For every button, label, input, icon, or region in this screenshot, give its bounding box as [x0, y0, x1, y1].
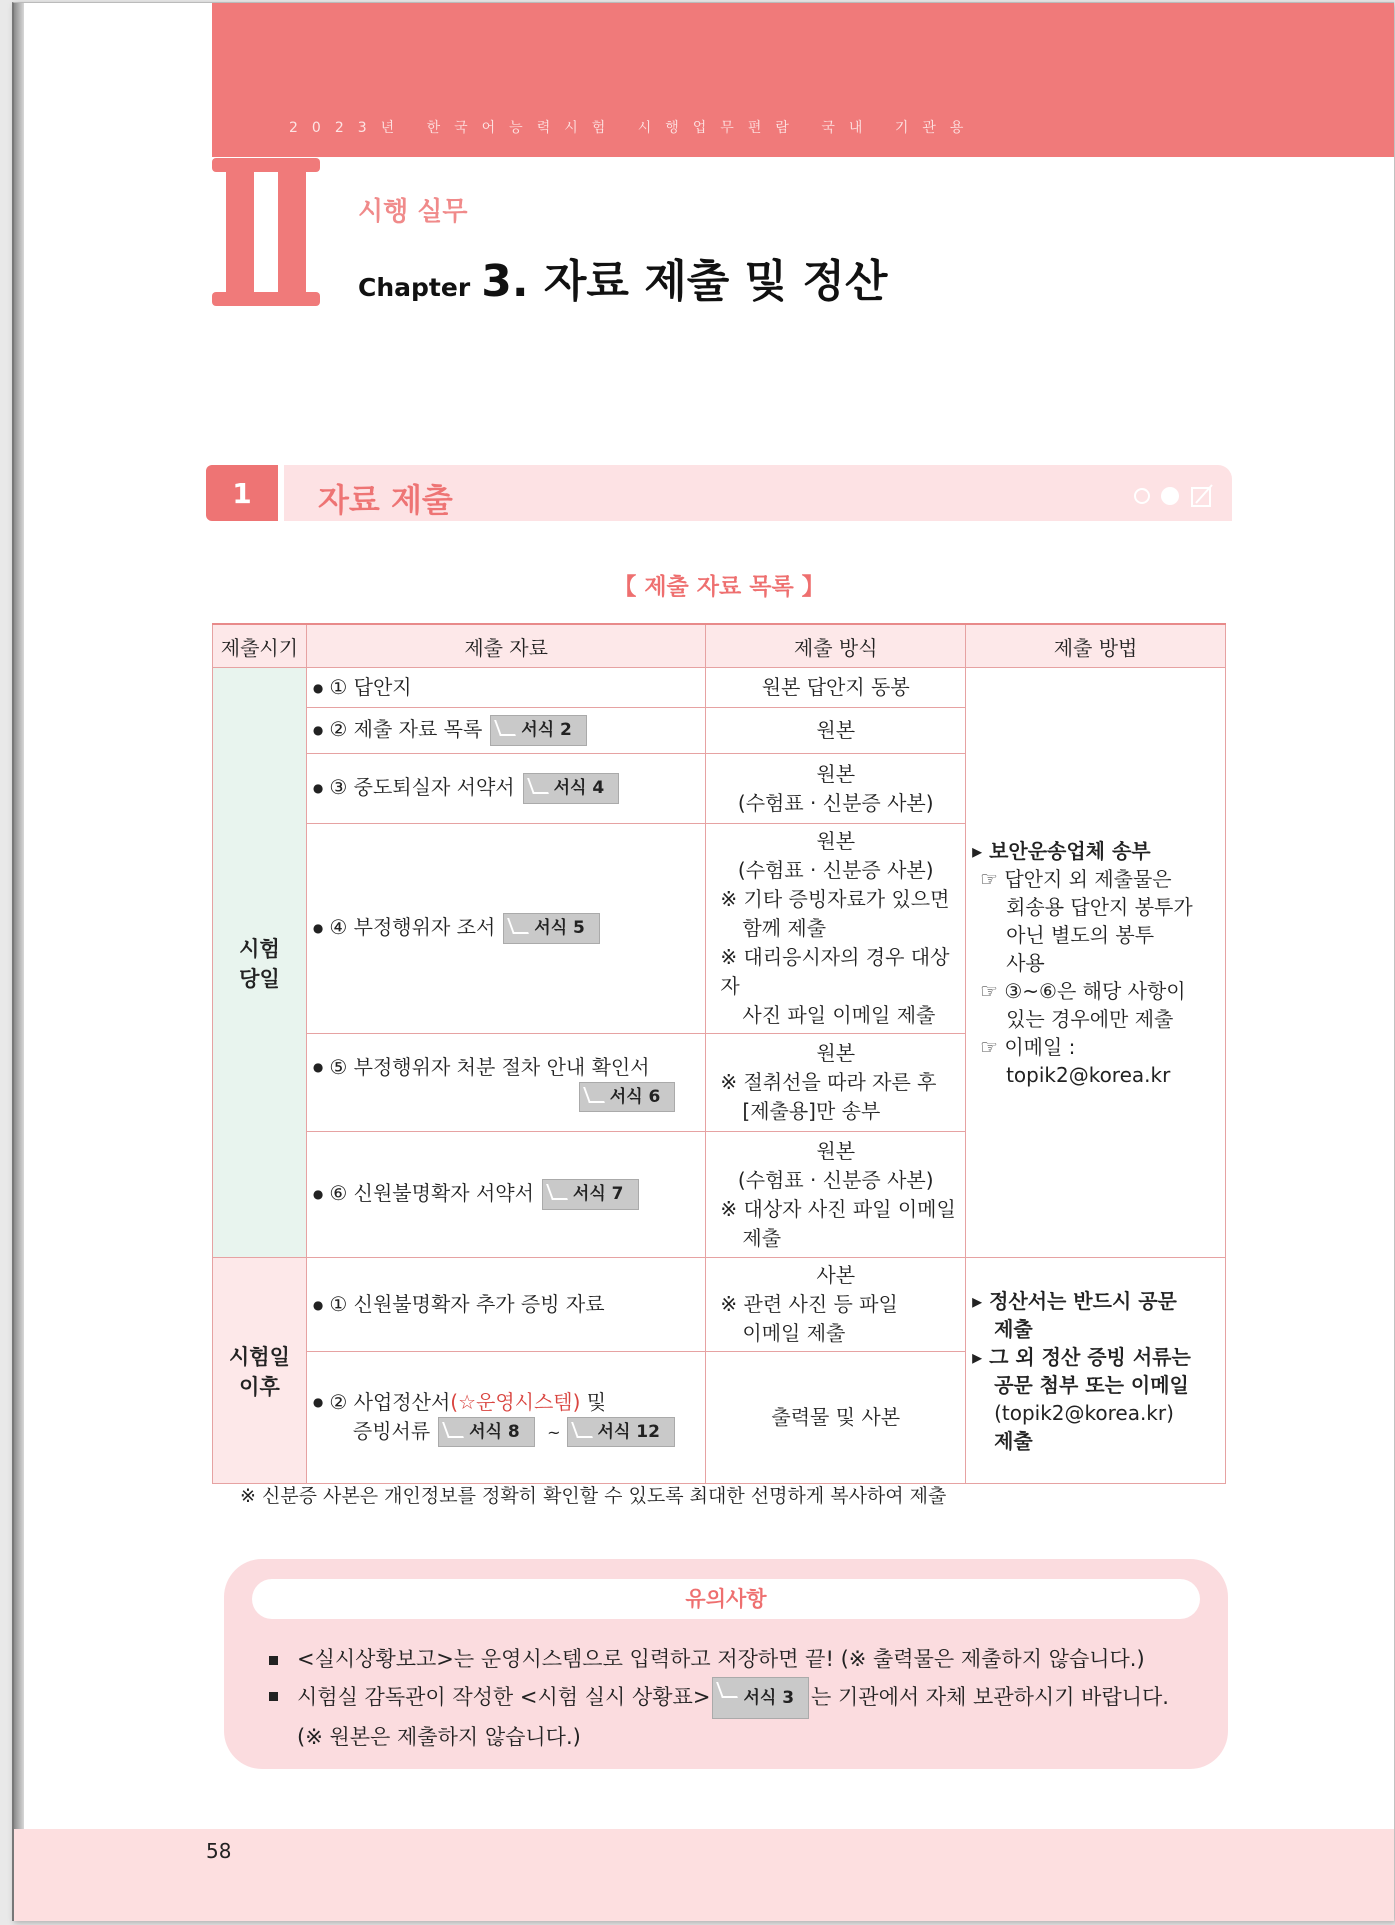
method-note: [제출용]만 송부 — [742, 1099, 881, 1123]
method-note: ※ 대상자 사진 파일 이메일 — [720, 1196, 956, 1221]
method-line: 원본 — [816, 1138, 856, 1163]
system-highlight: (☆운영시스템) — [450, 1389, 581, 1414]
item-cell — [306, 668, 706, 708]
table-header-row — [213, 624, 1226, 668]
way-title: ▸ 보안운송업체 송부 — [972, 838, 1151, 863]
method-cell — [706, 1034, 966, 1132]
method-note: ※ 기타 증빙자료가 있으면 — [720, 887, 950, 911]
form-tag: 서식 8 — [438, 1417, 535, 1448]
method-line: (수험표 · 신분증 사본) — [737, 790, 934, 815]
header-method: 제출 방법 — [966, 624, 1226, 668]
table-row — [213, 668, 1226, 708]
method-note: 사진 파일 이메일 제출 — [742, 1003, 936, 1027]
time-day-label: 시험 당일 — [239, 936, 280, 991]
time-after-label: 시험일 이후 — [229, 1344, 290, 1399]
method-note: 제출 — [742, 1225, 782, 1250]
form-tag: 서식 5 — [503, 913, 600, 944]
bullet-icon: ● — [312, 1186, 324, 1201]
running-head: 2023년 한국어능력시험 시행업무편람 국내 기관용 — [289, 120, 978, 136]
header-time: 제출시기 — [213, 624, 307, 668]
item-cell — [306, 1258, 706, 1352]
method-line: 원본 — [816, 829, 856, 853]
notice-item — [269, 1641, 1169, 1677]
item-text: ② 사업정산서 — [329, 1389, 451, 1414]
section-bar — [284, 465, 1232, 521]
method-cell: 원본 — [706, 708, 966, 754]
way-line: ▸ 그 외 정산 증빙 서류는 — [972, 1344, 1191, 1369]
item-text: ③ 중도퇴실자 서약서 — [329, 775, 515, 800]
chapter-heading — [358, 245, 887, 309]
notice-text: 는 기관에서 자체 보관하시기 바랍니다. — [811, 1685, 1169, 1709]
form-tag: 서식 7 — [542, 1179, 639, 1210]
item-cell — [306, 1034, 706, 1132]
email-text: topik2@korea.kr — [1006, 1062, 1171, 1087]
footnote: ※ 신분증 사본은 개인정보를 정확히 확인할 수 있도록 최대한 선명하게 복사하여 제출 — [240, 1485, 947, 1507]
time-day — [213, 668, 307, 1258]
method-note: 이메일 제출 — [742, 1321, 846, 1345]
way-after-cell — [966, 1258, 1226, 1484]
way-line: ▸ 정산서는 반드시 공문 — [972, 1288, 1177, 1313]
method-line: 원본 — [816, 761, 856, 786]
notice-text: (※ 원본은 제출하지 않습니다.) — [297, 1725, 581, 1749]
bullet-icon: ● — [312, 1297, 324, 1312]
time-after — [213, 1258, 307, 1484]
method-cell — [706, 1258, 966, 1352]
way-line: 있는 경우에만 제출 — [1006, 1006, 1174, 1031]
table-row — [213, 1258, 1226, 1352]
way-line: 제출 — [994, 1316, 1033, 1341]
method-line: 원본 — [816, 1041, 856, 1065]
method-line: 사본 — [816, 1263, 856, 1287]
item-text: ④ 부정행위자 조서 — [329, 915, 496, 940]
way-day-cell — [966, 668, 1226, 1258]
item-cell — [306, 708, 706, 754]
notice-text: 시험실 감독관이 작성한 <시험 실시 상황표> — [297, 1685, 711, 1709]
form-tag: 서식 6 — [579, 1082, 676, 1113]
notice-box — [224, 1559, 1228, 1769]
item-cell — [306, 1132, 706, 1258]
item-cell — [306, 1352, 706, 1484]
method-cell — [706, 824, 966, 1034]
bullet-icon: ● — [312, 722, 324, 737]
bullet-icon: ● — [312, 920, 324, 935]
item-text: ② 제출 자료 목록 — [329, 717, 483, 742]
decorative-icons — [1132, 483, 1216, 509]
item-text: ⑤ 부정행위자 처분 절차 안내 확인서 — [329, 1054, 650, 1079]
way-line: 아닌 별도의 봉투 — [1006, 922, 1155, 947]
notice-item — [269, 1677, 1169, 1755]
item-text: ⑥ 신원불명확자 서약서 — [329, 1181, 534, 1206]
way-line: 공문 첨부 또는 이메일 — [994, 1372, 1189, 1397]
item-text: 및 — [586, 1389, 607, 1414]
method-cell — [706, 754, 966, 824]
way-line: 회송용 답안지 봉투가 — [1006, 894, 1193, 919]
email-text: (topik2@korea.kr) — [994, 1400, 1174, 1425]
item-text: ① 답안지 — [329, 675, 412, 699]
item-cell — [306, 754, 706, 824]
part-label: 시행 실무 — [358, 197, 468, 227]
bullet-icon: ● — [312, 1395, 324, 1410]
way-line: ☞ 이메일 : — [980, 1034, 1076, 1059]
item-text: 증빙서류 — [352, 1418, 431, 1443]
method-cell — [706, 1132, 966, 1258]
way-line: ☞ 답안지 외 제출물은 — [980, 866, 1172, 891]
section-title: 자료 제출 — [318, 481, 453, 519]
table-caption: 【 제출 자료 목록 】 — [613, 574, 825, 600]
method-cell: 출력물 및 사본 — [706, 1352, 966, 1484]
chapter-word: Chapter — [358, 273, 471, 302]
tilde: ~ — [547, 1422, 561, 1442]
way-line: 제출 — [994, 1428, 1033, 1453]
header-material: 제출 자료 — [306, 624, 706, 668]
notice-text: <실시상황보고>는 운영시스템으로 입력하고 저장하면 끝! (※ 출력물은 제출하지 않습니다.) — [297, 1647, 1145, 1671]
chapter-title: 3. 자료 제출 및 정산 — [481, 256, 888, 307]
roman-numeral-two-icon — [212, 158, 320, 306]
section-number: 1 — [206, 465, 278, 521]
binding-edge — [14, 3, 24, 1921]
bullet-icon: ● — [312, 1060, 324, 1075]
page-number: 58 — [206, 1839, 232, 1863]
method-note: ※ 관련 사진 등 파일 — [720, 1292, 898, 1316]
way-line: ☞ ③~⑥은 해당 사항이 — [980, 978, 1186, 1003]
way-line: 사용 — [1006, 950, 1045, 975]
item-cell — [306, 824, 706, 1034]
form-tag: 서식 2 — [490, 715, 587, 746]
method-note: ※ 대리응시자의 경우 대상자 — [720, 945, 950, 998]
method-note: ※ 절취선을 따라 자른 후 — [720, 1070, 937, 1094]
item-text: ① 신원불명확자 추가 증빙 자료 — [329, 1292, 605, 1316]
form-tag: 서식 12 — [567, 1417, 675, 1448]
method-note: 함께 제출 — [742, 916, 827, 940]
notice-list — [269, 1641, 1169, 1755]
header-format: 제출 방식 — [706, 624, 966, 668]
method-cell: 원본 답안지 동봉 — [706, 668, 966, 708]
page — [12, 2, 1394, 1921]
method-line: (수험표 · 신분증 사본) — [737, 1167, 934, 1192]
bullet-icon: ● — [312, 780, 324, 795]
form-tag: 서식 4 — [523, 773, 620, 804]
bullet-icon: ● — [312, 680, 324, 695]
form-tag: 서식 3 — [712, 1677, 809, 1719]
method-line: (수험표 · 신분증 사본) — [737, 858, 934, 882]
notice-title: 유의사항 — [252, 1579, 1200, 1619]
submission-table — [212, 623, 1226, 1484]
